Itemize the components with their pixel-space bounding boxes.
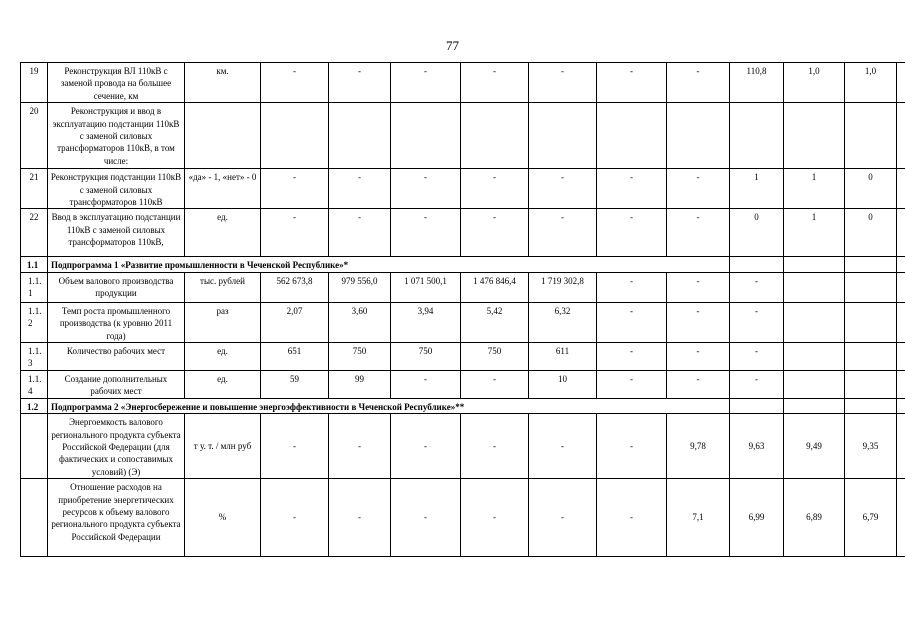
value-cell: -: [461, 169, 529, 209]
value-cell: -: [391, 209, 461, 257]
unit-cell: [185, 103, 261, 169]
value-cell: -: [261, 414, 329, 479]
value-cell: 10: [529, 370, 597, 398]
value-cell: -: [597, 414, 667, 479]
value-cell: -: [667, 370, 730, 398]
value-cell: 0: [845, 169, 897, 209]
value-cell: 562 673,8: [261, 272, 329, 302]
value-cell: 1,0: [845, 63, 897, 103]
value-cell: -: [391, 370, 461, 398]
value-cell: -: [329, 209, 391, 257]
value-cell: -: [597, 272, 667, 302]
value-cell: -: [261, 209, 329, 257]
value-cell: -: [597, 169, 667, 209]
table-row: [21, 479, 905, 557]
section-row: [21, 257, 905, 272]
empty-cell: [897, 398, 905, 413]
value-cell: [667, 103, 730, 169]
value-cell: [845, 272, 897, 302]
value-cell: 6,89: [784, 479, 845, 557]
table-row: [21, 370, 905, 398]
value-cell: -: [391, 63, 461, 103]
row-number: 19: [21, 63, 48, 103]
value-cell: -: [261, 63, 329, 103]
value-cell: [845, 103, 897, 169]
empty-cell: [897, 272, 905, 302]
value-cell: -: [667, 272, 730, 302]
value-cell: 110,8: [730, 63, 784, 103]
value-cell: -: [529, 63, 597, 103]
table-row: [21, 63, 905, 103]
empty-cell: [897, 209, 905, 257]
value-cell: -: [597, 343, 667, 371]
value-cell: -: [730, 272, 784, 302]
value-cell: [597, 103, 667, 169]
value-cell: 1: [784, 169, 845, 209]
empty-cell: [897, 414, 905, 479]
unit-cell: %: [185, 479, 261, 557]
unit-cell: т у. т. / млн руб: [185, 414, 261, 479]
row-number: 1.1. 4: [21, 370, 48, 398]
indicators-table: [20, 62, 905, 557]
value-cell: -: [597, 370, 667, 398]
indicator-name: Ввод в эксплуатацию подстанции 110кВ с заменой силовых трансформаторов 110кВ,: [48, 209, 185, 257]
value-cell: -: [329, 414, 391, 479]
row-number: [21, 479, 48, 557]
empty-cell: [897, 479, 905, 557]
table-row: [21, 414, 905, 479]
value-cell: -: [730, 302, 784, 342]
value-cell: 9,63: [730, 414, 784, 479]
indicator-name: Отношение расходов на приобретение энергетических ресурсов к объему валового регионального продукта субъекта Российской Федерации: [48, 479, 185, 557]
value-cell: -: [667, 343, 730, 371]
empty-cell: [784, 257, 845, 272]
value-cell: -: [529, 169, 597, 209]
value-cell: -: [667, 302, 730, 342]
value-cell: 3,94: [391, 302, 461, 342]
unit-cell: тыс. рублей: [185, 272, 261, 302]
value-cell: -: [597, 63, 667, 103]
value-cell: -: [461, 63, 529, 103]
row-number: 1.1. 2: [21, 302, 48, 342]
table-row: [21, 302, 905, 342]
unit-cell: «да» - 1, «нет» - 0: [185, 169, 261, 209]
indicator-name: Реконструкция и ввод в эксплуатацию подстанции 110кВ с заменой силовых трансформаторов 110кВ, в том числе:: [48, 103, 185, 169]
unit-cell: ед.: [185, 370, 261, 398]
value-cell: 0: [730, 209, 784, 257]
value-cell: -: [391, 169, 461, 209]
value-cell: 750: [329, 343, 391, 371]
value-cell: 1: [730, 169, 784, 209]
value-cell: [529, 103, 597, 169]
value-cell: 6,32: [529, 302, 597, 342]
indicator-name: Создание дополнительных рабочих мест: [48, 370, 185, 398]
value-cell: 0: [845, 209, 897, 257]
value-cell: 651: [261, 343, 329, 371]
empty-cell: [897, 257, 905, 272]
value-cell: -: [529, 209, 597, 257]
page-number: 77: [446, 38, 459, 53]
empty-cell: [730, 398, 784, 413]
indicator-name: Объем валового производства продукции: [48, 272, 185, 302]
value-cell: [845, 370, 897, 398]
value-cell: -: [730, 343, 784, 371]
value-cell: [391, 103, 461, 169]
indicator-name: Энергоемкость валового регионального продукта субъекта Российской Федерации (для фактических и сопоставимых условий) (Э): [48, 414, 185, 479]
section-title: Подпрограмма 2 «Энергосбережение и повышение энергоэффективности в Чеченской Республике»**: [48, 398, 730, 413]
value-cell: 99: [329, 370, 391, 398]
value-cell: 1,0: [784, 63, 845, 103]
value-cell: 9,35: [845, 414, 897, 479]
empty-cell: [784, 398, 845, 413]
empty-cell: [897, 63, 905, 103]
value-cell: 1 476 846,4: [461, 272, 529, 302]
row-number: [21, 414, 48, 479]
value-cell: 1 719 302,8: [529, 272, 597, 302]
value-cell: -: [597, 209, 667, 257]
value-cell: 750: [461, 343, 529, 371]
value-cell: -: [461, 479, 529, 557]
value-cell: -: [329, 479, 391, 557]
value-cell: 9,78: [667, 414, 730, 479]
value-cell: [784, 272, 845, 302]
value-cell: -: [261, 479, 329, 557]
value-cell: -: [667, 169, 730, 209]
value-cell: 1 071 500,1: [391, 272, 461, 302]
empty-cell: [897, 370, 905, 398]
row-number: 1.1. 1: [21, 272, 48, 302]
value-cell: 3,60: [329, 302, 391, 342]
empty-cell: [897, 302, 905, 342]
row-number: 21: [21, 169, 48, 209]
value-cell: 611: [529, 343, 597, 371]
value-cell: -: [529, 414, 597, 479]
unit-cell: ед.: [185, 209, 261, 257]
value-cell: [784, 370, 845, 398]
value-cell: [461, 103, 529, 169]
value-cell: [329, 103, 391, 169]
value-cell: 5,42: [461, 302, 529, 342]
unit-cell: км.: [185, 63, 261, 103]
value-cell: 6,79: [845, 479, 897, 557]
empty-cell: [897, 103, 905, 169]
unit-cell: раз: [185, 302, 261, 342]
row-number: 22: [21, 209, 48, 257]
section-title: Подпрограмма 1 «Развитие промышленности в Чеченской Республике»*: [48, 257, 730, 272]
value-cell: -: [597, 479, 667, 557]
value-cell: [730, 103, 784, 169]
value-cell: -: [730, 370, 784, 398]
value-cell: -: [667, 209, 730, 257]
value-cell: 750: [391, 343, 461, 371]
unit-cell: ед.: [185, 343, 261, 371]
indicator-name: Реконструкция подстанции 110кВ с заменой силовых трансформаторов 110кВ: [48, 169, 185, 209]
table-row: [21, 343, 905, 371]
value-cell: 9,49: [784, 414, 845, 479]
value-cell: -: [261, 169, 329, 209]
empty-cell: [845, 398, 897, 413]
empty-cell: [730, 257, 784, 272]
table-row: [21, 272, 905, 302]
value-cell: -: [391, 414, 461, 479]
value-cell: 1: [784, 209, 845, 257]
value-cell: 59: [261, 370, 329, 398]
section-number: 1.2: [21, 398, 48, 413]
value-cell: 7,1: [667, 479, 730, 557]
section-number: 1.1: [21, 257, 48, 272]
value-cell: [784, 103, 845, 169]
value-cell: [845, 302, 897, 342]
indicator-name: Количество рабочих мест: [48, 343, 185, 371]
value-cell: -: [391, 479, 461, 557]
value-cell: -: [667, 63, 730, 103]
value-cell: [845, 343, 897, 371]
value-cell: -: [461, 414, 529, 479]
value-cell: -: [329, 169, 391, 209]
value-cell: -: [461, 370, 529, 398]
value-cell: -: [529, 479, 597, 557]
value-cell: 2,07: [261, 302, 329, 342]
value-cell: [784, 343, 845, 371]
section-row: [21, 398, 905, 413]
value-cell: [261, 103, 329, 169]
value-cell: -: [329, 63, 391, 103]
value-cell: -: [597, 302, 667, 342]
value-cell: 979 556,0: [329, 272, 391, 302]
empty-cell: [897, 169, 905, 209]
value-cell: -: [461, 209, 529, 257]
empty-cell: [845, 257, 897, 272]
indicator-name: Реконструкция ВЛ 110кВ с заменой провода на большее сечение, км: [48, 63, 185, 103]
row-number: 1.1. 3: [21, 343, 48, 371]
indicator-name: Темп роста промышленного производства (к уровню 2011 года): [48, 302, 185, 342]
table-row: [21, 103, 905, 169]
table-row: [21, 209, 905, 257]
empty-cell: [897, 343, 905, 371]
value-cell: [784, 302, 845, 342]
row-number: 20: [21, 103, 48, 169]
value-cell: 6,99: [730, 479, 784, 557]
table-row: [21, 169, 905, 209]
